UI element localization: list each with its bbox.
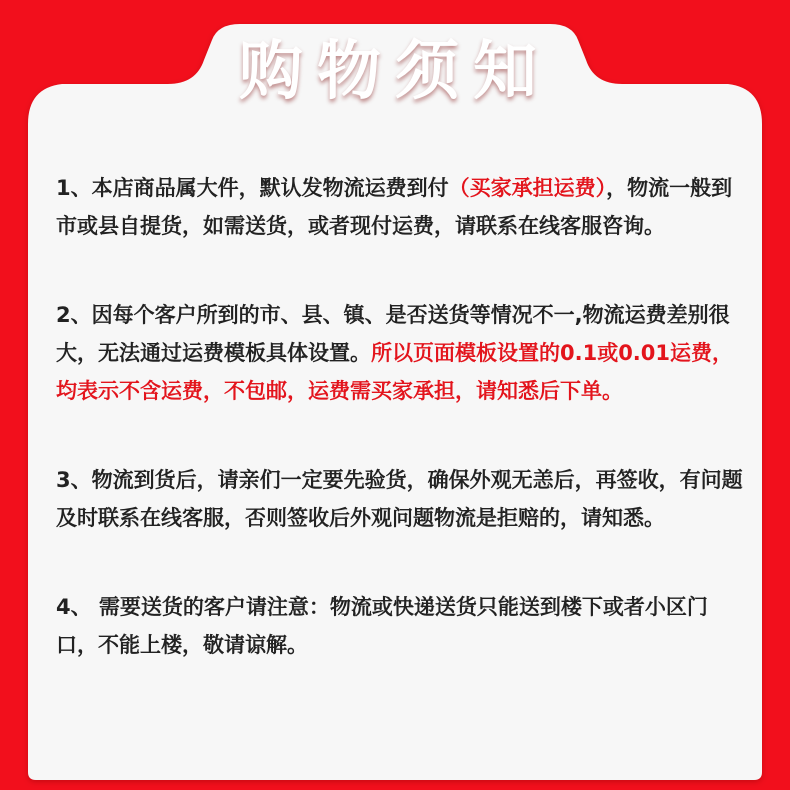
notice-content [56, 169, 746, 664]
notice-item-4 [56, 588, 746, 664]
notice-3-text: 3、物流到货后，请亲们一定要先验货，确保外观无恙后，再签收，有问题及时联系在线客服，否则签收后外观问题物流是拒赔的，请知悉。 [56, 468, 743, 530]
notice-1-text: 1、本店商品属大件，默认发物流运费到付 [56, 176, 449, 200]
notice-2-text: 2、因每个客户所到的市、县、镇、是否送货等情况不一,物流运费差别很大，无法通过运费模板具体设置。 [56, 303, 730, 365]
notice-item-1 [56, 169, 746, 245]
notice-item-3 [56, 461, 746, 537]
notice-1-highlight: （买家承担运费） [448, 176, 607, 200]
notice-2-highlight: 所以页面模板设置的0.1或0.01运费，均表示不含运费，不包邮，运费需买家承担，请知悉后下单。 [56, 341, 734, 403]
notice-4-text: 4、 需要送货的客户请注意：物流或快递送货只能送到楼下或者小区门口，不能上楼，敬请谅解。 [56, 595, 708, 657]
notice-item-2 [56, 296, 746, 410]
page-title: 购物须知 [239, 35, 551, 109]
notice-1-text-cont: ，物流一般到市或县自提货，如需送货，或者现付运费，请联系在线客服咨询。 [56, 176, 733, 238]
